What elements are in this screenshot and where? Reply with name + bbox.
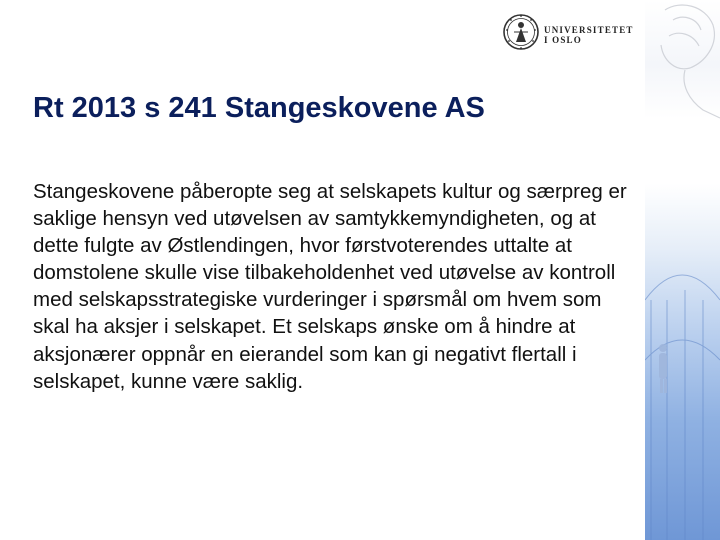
- slide-title: Rt 2013 s 241 Stangeskovene AS: [33, 92, 485, 124]
- logo-wordmark: [544, 25, 634, 45]
- slide-body-text: Stangeskovene påberopte seg at selskapets kultur og særpreg er saklige hensyn ved utøvelsen av samtykkemyndigheten, og at dette fulgte av Østlendingen, hvor førstvoterendes uttalte at domstolene skulle vise tilbakeholdenhet ved utøvelse av kontroll med selskapsstrategiske vurderinger i spørsmål om hvem som skal ha aksjer i selskapet. Et selskaps ønske om å hindre at aksjonærer oppnår en eierandel som kan gi negativt flertall i selskapet, kunne være saklig.: [33, 180, 627, 393]
- logo-line-1: UNIVERSITETET: [544, 25, 634, 35]
- university-seal-icon: [502, 12, 540, 52]
- decorative-artwork-icon: [645, 0, 720, 540]
- decorative-side-strip: [645, 0, 720, 540]
- university-logo: [502, 12, 632, 52]
- logo-line-2: I OSLO: [544, 35, 582, 45]
